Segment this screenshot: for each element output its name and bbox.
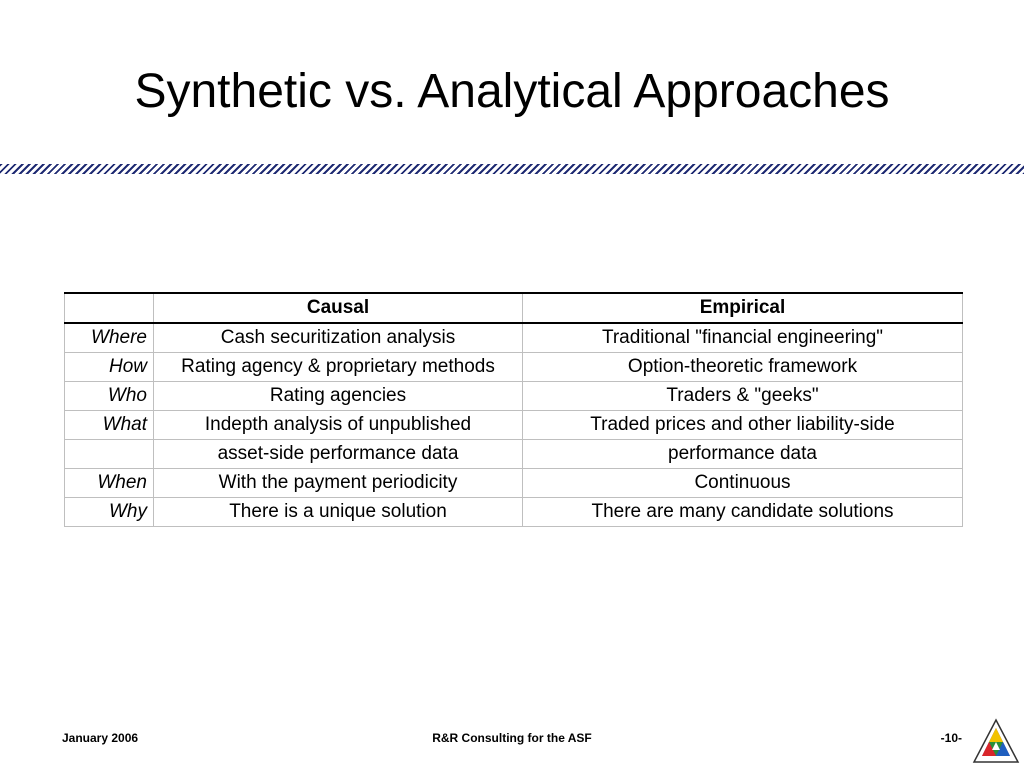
row-label: When	[65, 469, 154, 498]
cell-causal: Indepth analysis of unpublished	[154, 411, 523, 440]
header-empirical: Empirical	[523, 293, 963, 323]
cell-causal: asset-side performance data	[154, 440, 523, 469]
table-row	[65, 323, 963, 353]
cell-causal: Rating agencies	[154, 382, 523, 411]
table-header	[65, 293, 963, 323]
table-row	[65, 353, 963, 382]
header-causal: Causal	[154, 293, 523, 323]
slide-title: Synthetic vs. Analytical Approaches	[134, 65, 890, 118]
title-divider	[0, 164, 1024, 174]
comparison-table	[64, 292, 963, 527]
cell-causal: With the payment periodicity	[154, 469, 523, 498]
cell-causal: There is a unique solution	[154, 498, 523, 527]
row-label: Where	[65, 323, 154, 353]
cell-empirical: Option-theoretic framework	[523, 353, 963, 382]
table-row	[65, 440, 963, 469]
cell-empirical: Traders & "geeks"	[523, 382, 963, 411]
footer-date: January 2006	[62, 731, 139, 745]
cell-empirical: performance data	[523, 440, 963, 469]
table-row	[65, 498, 963, 527]
table-row	[65, 469, 963, 498]
row-label	[65, 440, 154, 469]
table-body	[65, 323, 963, 527]
row-label: How	[65, 353, 154, 382]
cell-causal: Cash securitization analysis	[154, 323, 523, 353]
cell-empirical: Traded prices and other liability-side	[523, 411, 963, 440]
row-label: Who	[65, 382, 154, 411]
triangle-logo-icon	[972, 718, 1020, 764]
header-corner	[65, 293, 154, 323]
cell-empirical: There are many candidate solutions	[523, 498, 963, 527]
header-row	[65, 293, 963, 323]
footer-organization: R&R Consulting for the ASF	[432, 731, 592, 745]
cell-empirical: Traditional "financial engineering"	[523, 323, 963, 353]
table-row	[65, 411, 963, 440]
cell-causal: Rating agency & proprietary methods	[154, 353, 523, 382]
cell-empirical: Continuous	[523, 469, 963, 498]
row-label: Why	[65, 498, 154, 527]
table-row	[65, 382, 963, 411]
row-label: What	[65, 411, 154, 440]
page-number: -10-	[940, 731, 962, 745]
